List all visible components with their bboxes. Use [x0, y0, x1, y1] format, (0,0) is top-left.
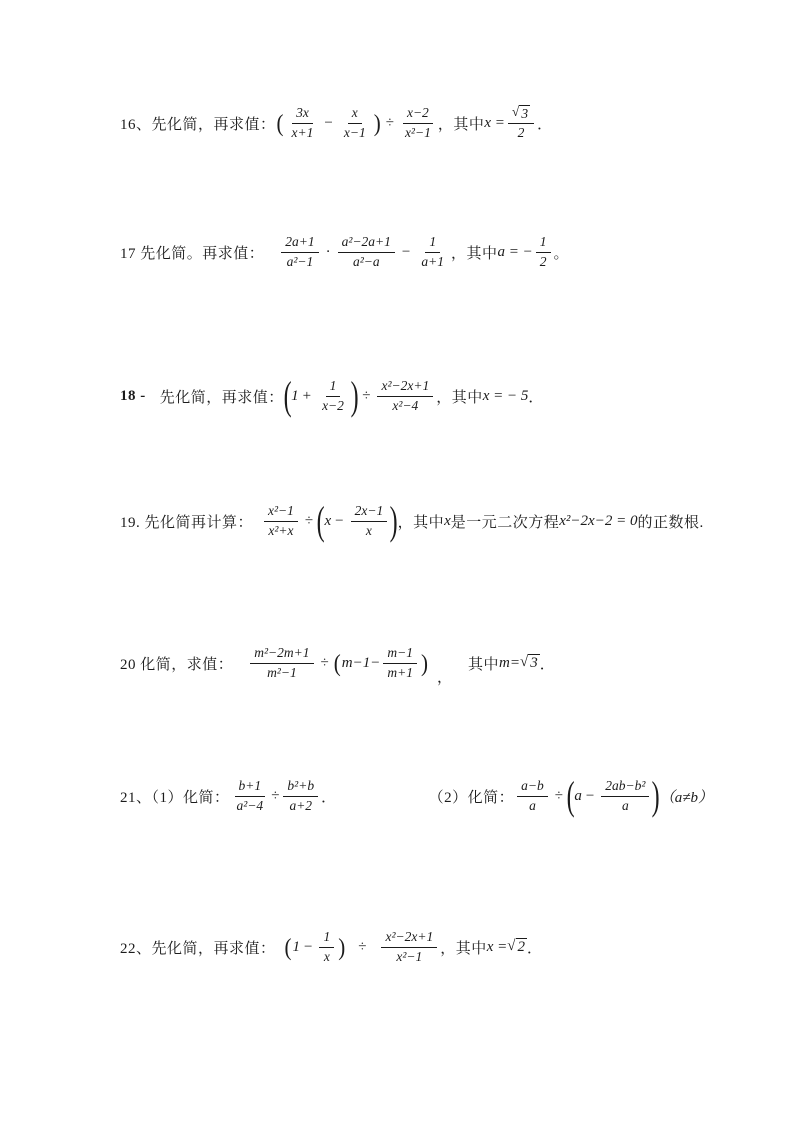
denominator: a²−a	[352, 253, 380, 269]
term: a	[574, 787, 582, 804]
fraction	[318, 378, 348, 415]
problem-19	[120, 494, 704, 548]
denominator: x−2	[322, 397, 344, 413]
problem-18	[120, 370, 544, 422]
divide-operator: ÷	[554, 787, 563, 804]
numerator: x²−2x+1	[377, 378, 433, 397]
problem-21	[120, 770, 713, 822]
close-paren: )	[350, 373, 359, 418]
radicand: 3	[530, 654, 538, 671]
numerator: a−b	[517, 778, 548, 797]
divide-operator: ÷	[320, 654, 329, 671]
denominator: x	[323, 948, 330, 964]
numerator: 1	[319, 929, 334, 948]
low-comma: ，	[436, 669, 452, 686]
fraction	[338, 234, 395, 271]
fraction	[517, 778, 548, 815]
problem-21-part2-label: （2）化简：	[428, 789, 515, 806]
variable-equals: m=	[498, 654, 520, 671]
minus-operator: −	[401, 243, 411, 260]
fraction	[508, 104, 534, 141]
variable-equals: a = −	[497, 243, 533, 260]
fraction	[377, 378, 433, 415]
divide-operator: ÷	[362, 387, 371, 404]
denominator: a²−1	[286, 253, 314, 269]
open-paren: (	[316, 498, 325, 543]
end-punctuation: ．	[528, 389, 544, 406]
problem-22	[120, 920, 543, 974]
numerator: b²+b	[283, 778, 318, 797]
connector-text: ，其中	[397, 514, 445, 531]
end-punctuation: ．	[527, 940, 543, 957]
minus-operator: −	[324, 114, 333, 131]
denominator: x+1	[291, 124, 314, 140]
multiply-dot-operator: ·	[325, 243, 331, 260]
radicand: 3	[521, 106, 529, 122]
problem-21-part1	[120, 778, 337, 815]
minus-operator: −	[585, 787, 595, 804]
numerator: x−2	[403, 105, 433, 124]
open-paren: (	[283, 373, 292, 418]
sqrt-expression	[507, 938, 527, 956]
open-paren: (	[566, 773, 575, 818]
fraction	[319, 929, 334, 966]
term: x	[324, 512, 332, 529]
open-paren: (	[276, 108, 284, 137]
divide-operator: ÷	[271, 787, 280, 804]
term: 1	[292, 938, 301, 955]
variable-equals: x =	[486, 938, 508, 955]
fraction	[351, 503, 388, 540]
equation: x²−2x−2 = 0	[559, 512, 638, 529]
minus-operator: −	[304, 938, 313, 955]
numerator: m²−2m+1	[250, 645, 313, 664]
close-paren: )	[389, 498, 398, 543]
term: 1	[291, 387, 299, 404]
numerator: x²−2x+1	[381, 929, 437, 948]
fraction	[233, 778, 268, 815]
connector-text: ，其中	[451, 245, 498, 262]
fraction	[383, 645, 417, 682]
denominator: a	[529, 797, 536, 813]
radical-icon: √	[507, 937, 516, 954]
numerator	[508, 104, 534, 124]
fraction	[601, 778, 649, 815]
numerator: 2x−1	[351, 503, 388, 522]
tail-text: 的正数根.	[637, 514, 704, 531]
denominator: a²−4	[236, 797, 264, 813]
connector-text: ，其中	[437, 116, 485, 133]
numerator: 2ab−b²	[601, 778, 649, 797]
numerator: a²−2a+1	[338, 234, 395, 253]
plus-operator: +	[302, 387, 312, 404]
sqrt-expression	[520, 654, 540, 672]
connector-text: ，其中	[436, 389, 483, 406]
fraction	[250, 645, 313, 682]
variable: x	[444, 512, 451, 529]
term: m−1−	[341, 654, 381, 671]
problem-17-label: 17 先化简。再求值：	[120, 245, 265, 262]
problem-16-label: 16、先化简，再求值：	[120, 116, 276, 133]
end-punctuation: ．	[321, 789, 337, 806]
problem-18-number: 18 -	[120, 387, 146, 404]
denominator: x	[365, 522, 372, 538]
close-paren: )	[420, 648, 428, 677]
end-punctuation: ．	[539, 656, 556, 673]
numerator: 1	[425, 234, 440, 253]
radical-icon: √	[511, 104, 520, 120]
denominator: m+1	[387, 664, 413, 680]
denominator: a+2	[289, 797, 313, 813]
variable-equals: x =	[484, 114, 505, 131]
denominator: x²−1	[396, 948, 423, 964]
divide-operator: ÷	[304, 512, 314, 529]
close-paren: )	[373, 108, 381, 137]
fraction	[288, 105, 318, 142]
denominator: x−1	[343, 124, 366, 140]
condition-text: 是一元二次方程	[450, 514, 560, 531]
fraction	[281, 234, 318, 271]
numerator: x²−1	[264, 503, 298, 522]
problem-18-label: 先化简，再求值：	[159, 389, 284, 406]
problem-20	[120, 636, 555, 690]
end-punctuation: 。	[553, 245, 570, 262]
denominator: a	[621, 797, 629, 813]
denominator: m²−1	[267, 664, 297, 680]
sqrt-expression	[512, 105, 530, 122]
close-paren: )	[338, 932, 346, 961]
denominator: x²+x	[268, 522, 294, 538]
denominator: a+1	[421, 253, 445, 269]
problem-21-part2	[428, 773, 714, 818]
problem-19-label: 19. 先化简再计算：	[120, 514, 254, 531]
numerator: 1	[536, 234, 551, 253]
end-punctuation: ．	[537, 116, 553, 133]
divide-operator: ÷	[358, 938, 367, 955]
fraction	[340, 105, 370, 142]
fraction	[401, 105, 435, 142]
denominator: x²−4	[392, 397, 419, 413]
condition: （a≠b）	[659, 789, 714, 806]
numerator: x	[348, 105, 362, 124]
numerator: b+1	[235, 778, 266, 797]
fraction	[264, 503, 298, 540]
open-paren: (	[284, 932, 292, 961]
fraction	[417, 234, 448, 271]
close-paren: )	[652, 773, 661, 818]
fraction	[381, 929, 437, 966]
connector-text: ，其中	[440, 940, 487, 957]
minus-operator: −	[335, 512, 344, 529]
numerator: m−1	[383, 645, 417, 664]
connector-text: 其中	[467, 656, 499, 673]
fraction	[536, 234, 551, 271]
radicand: 2	[517, 938, 526, 955]
denominator: 2	[539, 253, 547, 269]
fraction	[283, 778, 318, 815]
problem-21-label: 21、（1）化简：	[120, 789, 230, 806]
problem-16	[120, 100, 553, 146]
numerator: 3x	[292, 105, 313, 124]
denominator: 2	[517, 124, 525, 140]
divide-operator: ÷	[385, 114, 394, 131]
problem-22-label: 22、先化简，再求值：	[120, 940, 276, 957]
denominator: x²−1	[404, 124, 431, 140]
open-paren: (	[333, 648, 341, 677]
radical-icon: √	[519, 653, 529, 670]
variable-equals: x = − 5	[482, 387, 529, 404]
problem-17	[120, 226, 569, 278]
problem-20-label: 20 化简，求值：	[120, 656, 234, 673]
numerator: 2a+1	[281, 234, 318, 253]
numerator: 1	[326, 378, 341, 397]
